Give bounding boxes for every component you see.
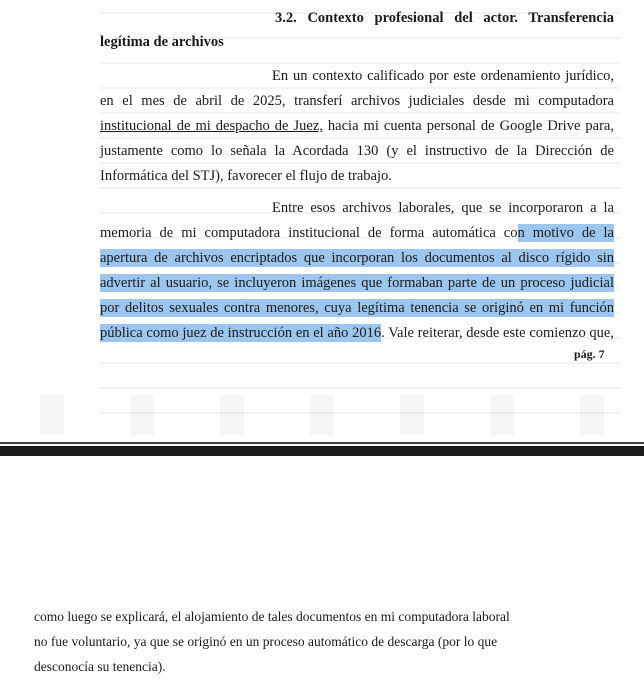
paragraph-2-line-2 [100,221,614,246]
paragraph-2-line-6 [100,321,614,346]
underlined-text: institucional de mi despacho de Juez, [100,118,323,134]
section-heading-line-2: legítima de archivos [100,34,224,50]
paragraph-3-line-1: como luego se explicará, el alojamiento de tales documentos en mi computadora laboral [34,609,510,624]
section-heading-line-1: 3.2. Contexto profesional del actor. Transferencia [275,10,614,26]
paragraph-2-line-3 [100,246,614,271]
paragraph-2-line-6-rest: . Vale reiterar, desde este comienzo que, [381,325,614,341]
paragraph-3 [34,604,554,679]
paragraph-3-line-2: no fue voluntario, ya que se originó en un proceso automático de descarga (por lo que [34,634,498,649]
paragraph-1-line-3-rest: hacia mi cuenta personal de Google Drive para, [322,118,614,134]
page-divider [0,446,644,456]
paragraph-1-line-2: en el mes de abril de 2025, transferí archivos judiciales desde mi computadora [100,93,614,109]
paragraph-2-line-2-plain: memoria de mi computadora institucional de forma automática co [100,225,518,241]
paragraph-1 [100,64,614,189]
bleed-through-footer [0,395,644,435]
paragraph-1-line-1: En un contexto calificado por este ordenamiento jurídico, [272,68,614,84]
highlighted-text[interactable]: apertura de archivos encriptados que incorporan los documentos al disco rígido sin [100,250,614,266]
paragraph-1-line-5: Informática del STJ), favorecer el flujo de trabajo. [100,168,392,184]
highlighted-text[interactable]: pública como juez de instrucción en el año 2016 [100,325,382,341]
page-divider-thin [0,442,644,444]
highlighted-text[interactable]: por delitos sexuales contra menores, cuya legítima tenencia se originó en mi función [100,300,614,316]
section-heading [100,6,614,54]
paragraph-3-line-3: desconocía su tenencia). [34,659,166,674]
paragraph-2-line-1: Entre esos archivos laborales, que se incorporaron a la [272,200,614,216]
paragraph-2-line-5 [100,296,614,321]
paragraph-2 [100,196,614,346]
paragraph-1-line-4: justamente como lo señala la Acordada 130 (y el instructivo de la Dirección de [100,143,614,159]
paragraph-2-line-4 [100,271,614,296]
highlighted-text[interactable]: n motivo de la [517,225,614,241]
page-number: pág. 7 [574,347,605,361]
highlighted-text[interactable]: advertir al usuario, se incluyeron imágenes que formaban parte de un proceso judicial [100,275,614,291]
paragraph-1-line-3 [100,114,614,139]
